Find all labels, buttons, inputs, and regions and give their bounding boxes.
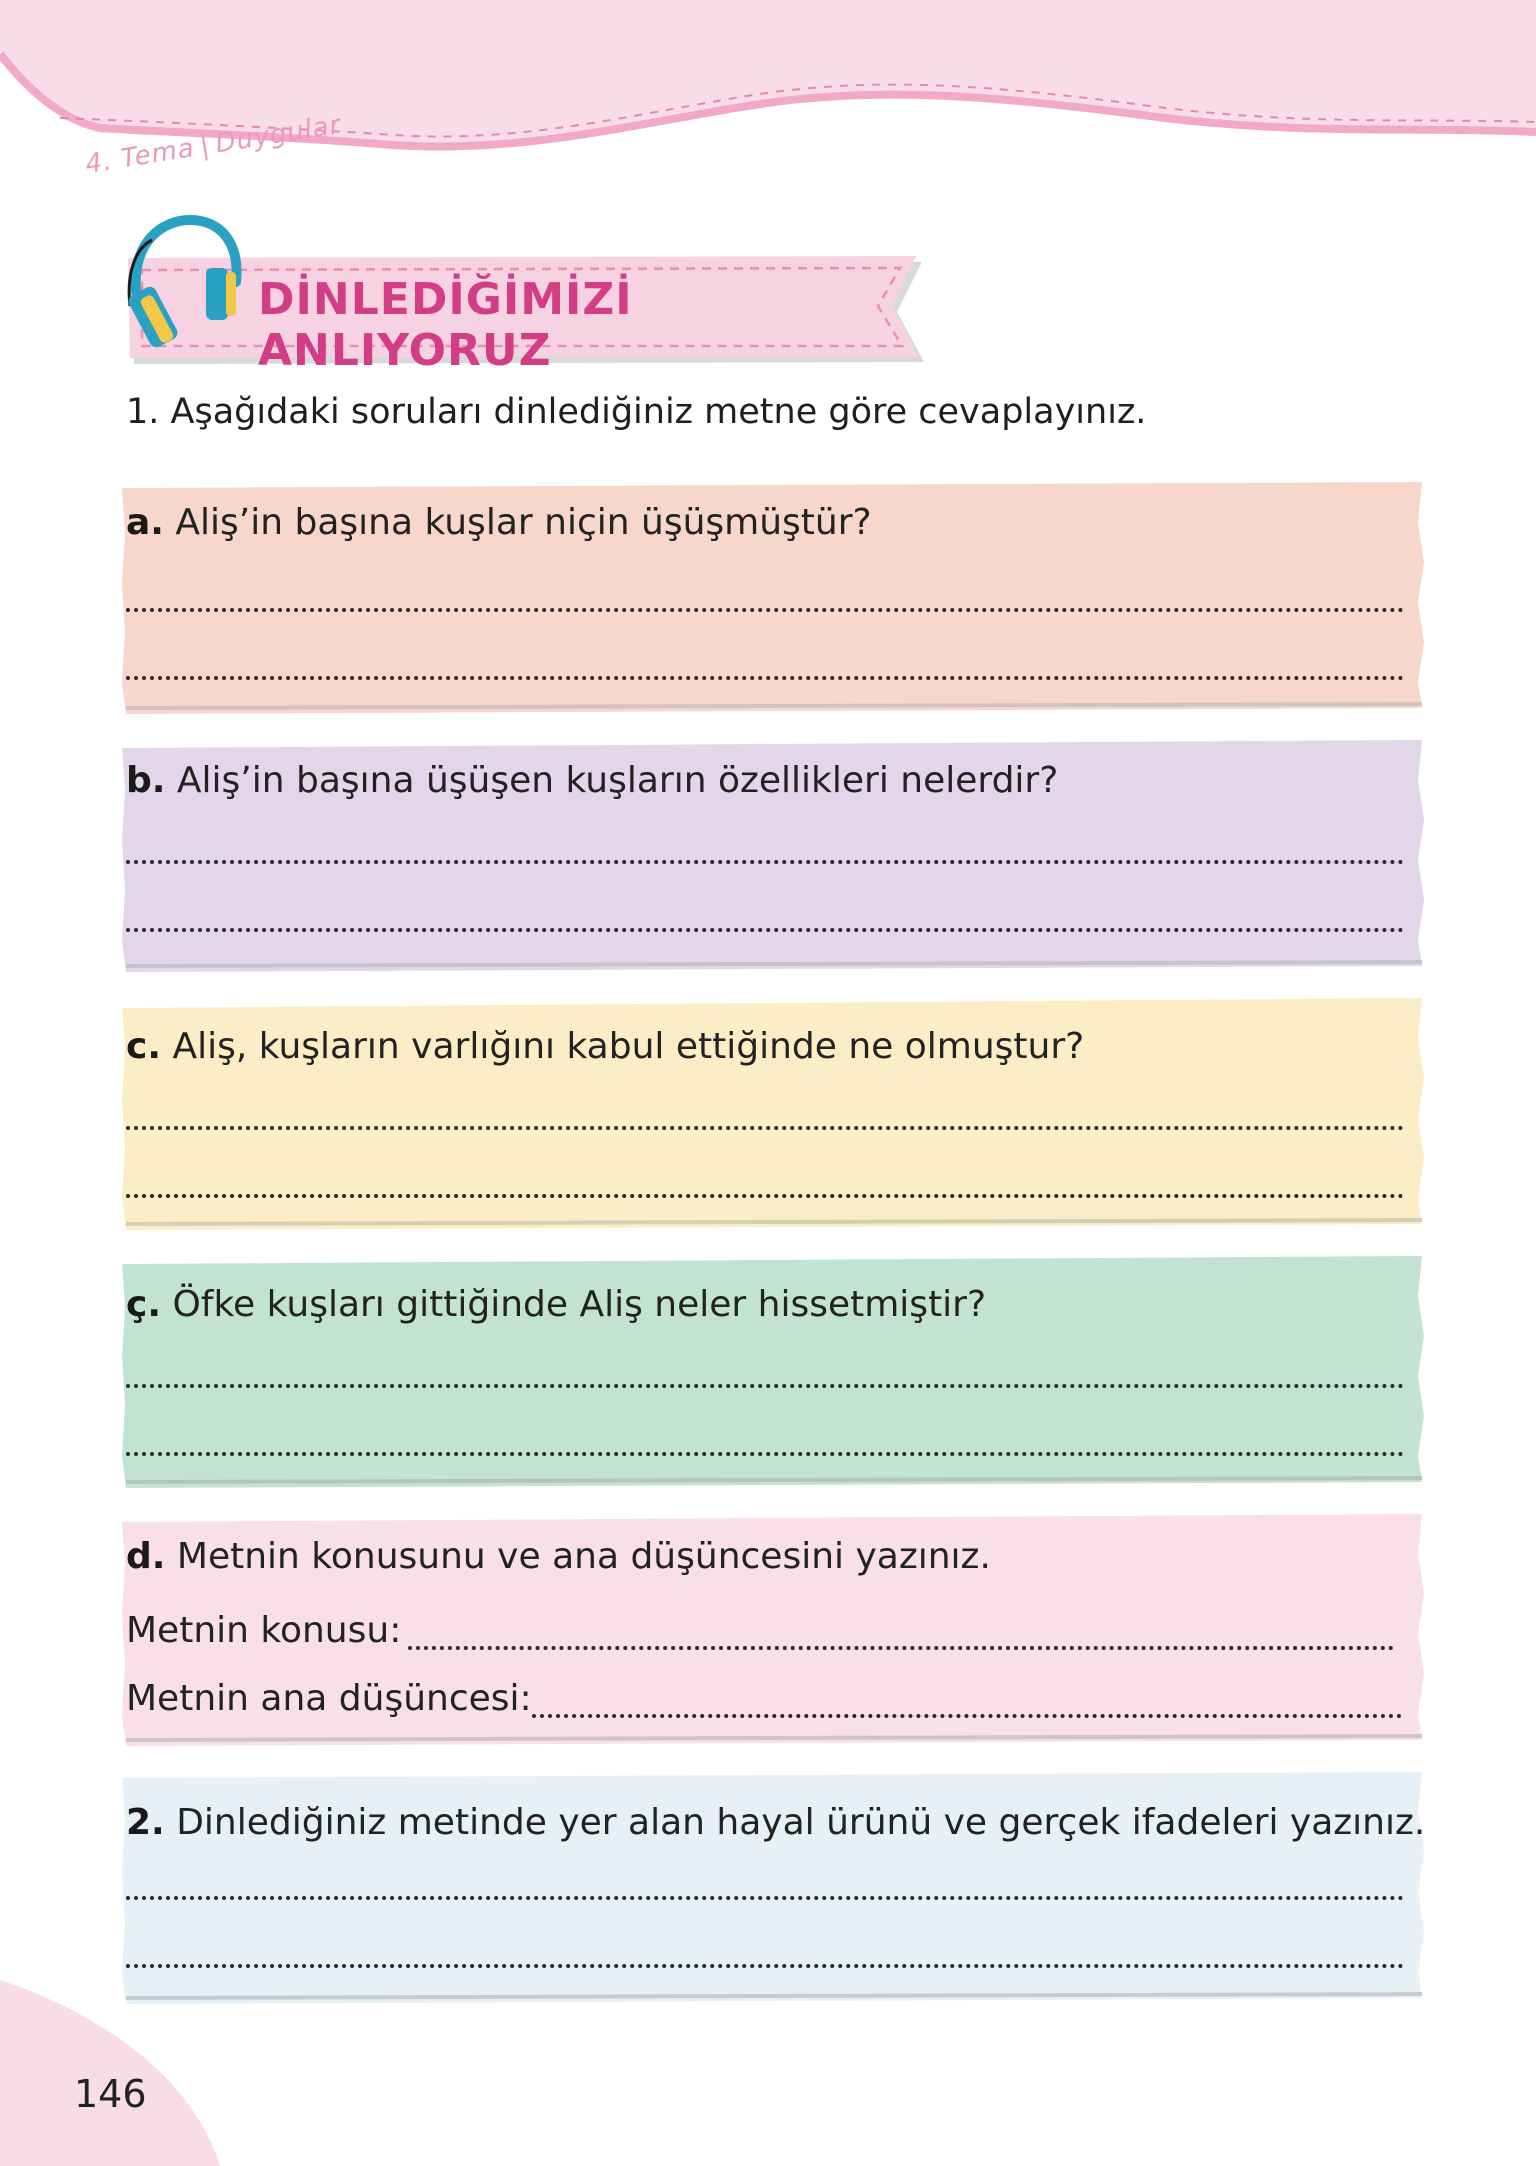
question-a [126,502,872,543]
question-text: Metnin konusunu ve ana düşüncesini yazınız. [176,1536,991,1577]
question-letter: ç. [126,1284,162,1325]
answer-line-2[interactable] [126,1194,1404,1198]
topic-answer-line[interactable] [408,1646,1394,1650]
answer-card-cc [122,1256,1424,1488]
answer-line-1[interactable] [126,860,1404,864]
question-c [126,1026,1084,1067]
question-letter: a. [126,502,164,543]
answer-card-d [122,1514,1424,1746]
question-2 [126,1802,1425,1843]
section-title [122,212,942,376]
answer-card-c [122,998,1424,1230]
answer-card-2 [122,1772,1424,2004]
main-idea-label: Metnin ana düşüncesi: [126,1678,532,1719]
topic-label: Metnin konusu: [126,1610,402,1651]
question-letter: b. [126,760,166,801]
question-letter: d. [126,1536,166,1577]
page-number: 146 [74,2072,147,2116]
answer-line-2[interactable] [126,928,1404,932]
theme-name: Duygular [213,109,344,160]
question-text: Aliş, kuşların varlığını kabul ettiğinde ne olmuştur? [172,1026,1085,1067]
answer-line-1[interactable] [126,608,1404,612]
theme-separator: | [197,130,213,162]
question-cc [126,1284,986,1325]
headphones-icon [122,212,252,352]
question-text: Dinlediğiniz metinde yer alan hayal ürünü ve gerçek ifadeleri yazınız. [176,1802,1426,1843]
answer-line-2[interactable] [126,676,1404,680]
question-text: Aliş’in başına üşüşen kuşların özellikleri nelerdir? [176,760,1059,801]
answer-line-1[interactable] [126,1384,1404,1388]
answer-card-a [122,482,1424,714]
answer-line-2[interactable] [126,1964,1404,1968]
answer-card-b [122,740,1424,972]
answer-line-2[interactable] [126,1452,1404,1456]
corner-decoration [0,1970,230,2166]
answer-line-1[interactable] [126,1896,1404,1900]
question-text: Öfke kuşları gittiğinde Aliş neler hissetmiştir? [172,1284,987,1325]
theme-number: 4. Tema [83,133,197,180]
question-d [126,1536,991,1577]
answer-line-1[interactable] [126,1126,1404,1130]
question-letter: c. [126,1026,162,1067]
question-text: Aliş’in başına kuşlar niçin üşüşmüştür? [175,502,872,543]
question-letter: 2. [126,1802,165,1843]
main-idea-answer-line[interactable] [532,1714,1402,1718]
instruction-text: 1. Aşağıdaki soruları dinlediğiniz metne göre cevaplayınız. [126,392,1147,432]
title-text: DİNLEDİĞİMİZİ ANLIYORUZ [258,274,633,376]
header-wave [0,0,1536,190]
question-b [126,760,1058,801]
